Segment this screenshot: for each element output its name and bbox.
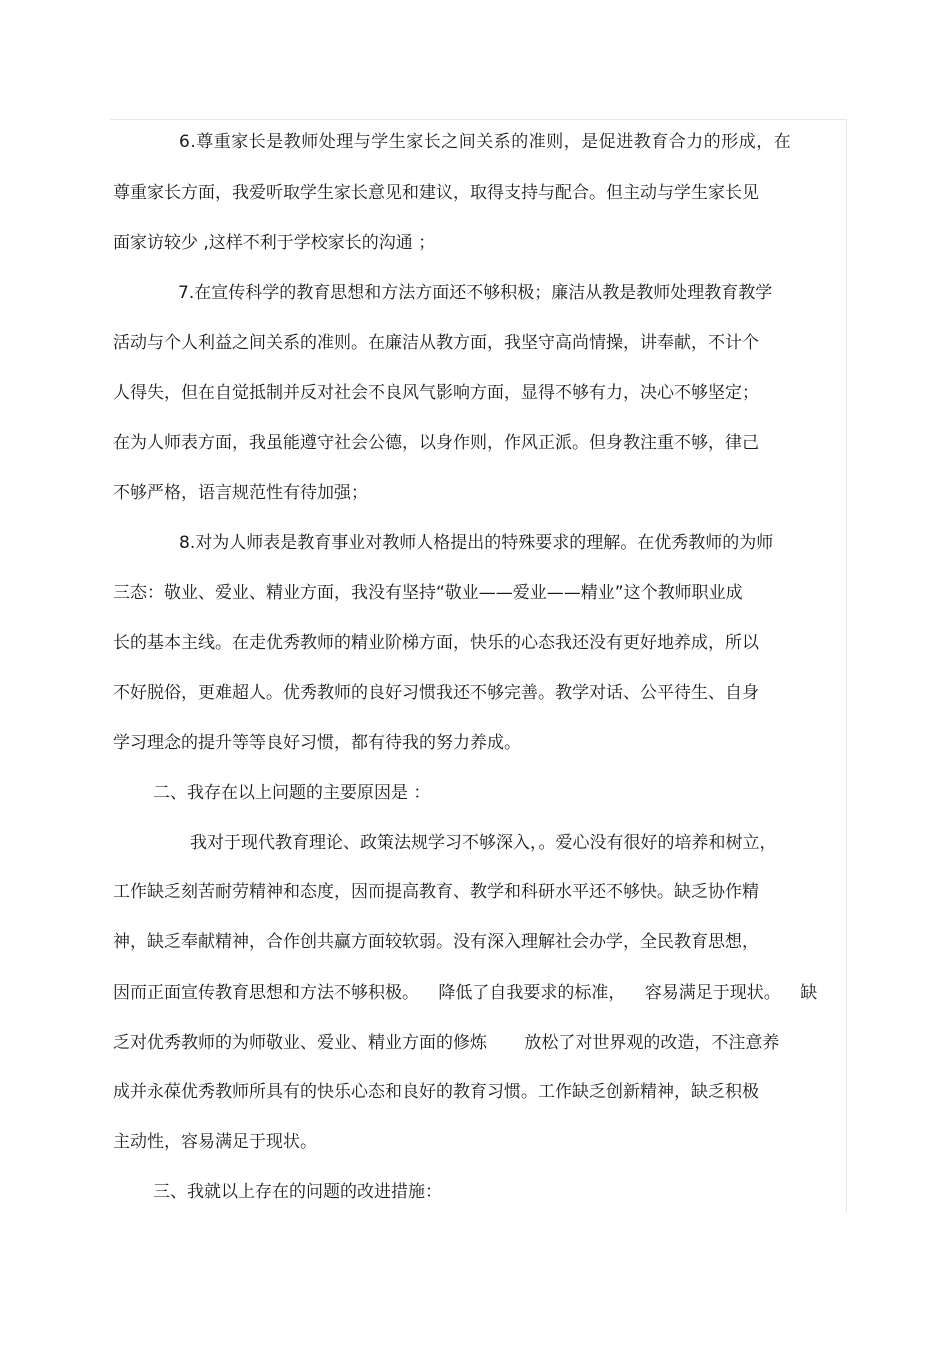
text-line: 尊重家长方面，我爱听取学生家长意见和建议，取得支持与配合。但主动与学生家长见	[113, 183, 759, 203]
text-line: 工作缺乏刻苦耐劳精神和态度，因而提高教育、教学和科研水平还不够快。缺乏协作精	[113, 882, 759, 902]
text-line: 人得失，但在自觉抵制并反对社会不良风气影响方面，显得不够有力，决心不够坚定；	[113, 383, 759, 403]
text-line: 乏对优秀教师的为师敬业、爱业、精业方面的修炼 放松了对世界观的改造，不注意养	[113, 1033, 780, 1053]
text-line: 三态：敬业、爱业、精业方面，我没有坚持“敬业——爱业——精业”这个教师职业成	[113, 583, 743, 603]
text-line: 主动性，容易满足于现状。	[113, 1132, 317, 1152]
text-line: 长的基本主线。在走优秀教师的精业阶梯方面，快乐的心态我还没有更好地养成，所以	[113, 633, 759, 653]
text-line: 活动与个人利益之间关系的准则。在廉洁从教方面，我坚守高尚情操，讲奉献，不计个	[113, 333, 759, 353]
text-line: 我对于现代教育理论、政策法规学习不够深入，。爱心没有很好的培养和树立，	[190, 833, 777, 853]
text-line: 不够严格，语言规范性有待加强；	[113, 483, 368, 503]
section-heading: 二、我存在以上问题的主要原因是 ：	[153, 783, 431, 803]
text-line: 因而正面宣传教育思想和方法不够积极。 降低了自我要求的标准， 容易满足于现状。 缺	[113, 983, 818, 1003]
text-line: 在为人师表方面，我虽能遵守社会公德，以身作则，作风正派。但身教注重不够，律己	[113, 433, 759, 453]
section-heading: 三、我就以上存在的问题的改进措施：	[153, 1182, 442, 1202]
text-line: 面家访较少 ,这样不利于学校家长的沟通 ；	[113, 233, 436, 253]
text-line: 8.对为人师表是教育事业对教师人格提出的特殊要求的理解。在优秀教师的为师	[179, 533, 774, 553]
text-line: 不好脱俗，更难超人。优秀教师的良好习惯我还不够完善。教学对话、公平待生、自身	[113, 683, 759, 703]
text-line: 神，缺乏奉献精神，合作创共赢方面较软弱。没有深入理解社会办学，全民教育思想，	[113, 932, 759, 952]
text-line: 7.在宣传科学的教育思想和方法方面还不够积极；廉洁从教是教师处理教育教学	[178, 283, 773, 303]
text-line: 成并永葆优秀教师所具有的快乐心态和良好的教育习惯。工作缺乏创新精神，缺乏积极	[113, 1082, 759, 1102]
text-line: 学习理念的提升等等良好习惯，都有待我的努力养成。	[113, 733, 521, 753]
text-line: 6.尊重家长是教师处理与学生家长之间关系的准则，是促进教育合力的形成，在	[179, 132, 792, 152]
